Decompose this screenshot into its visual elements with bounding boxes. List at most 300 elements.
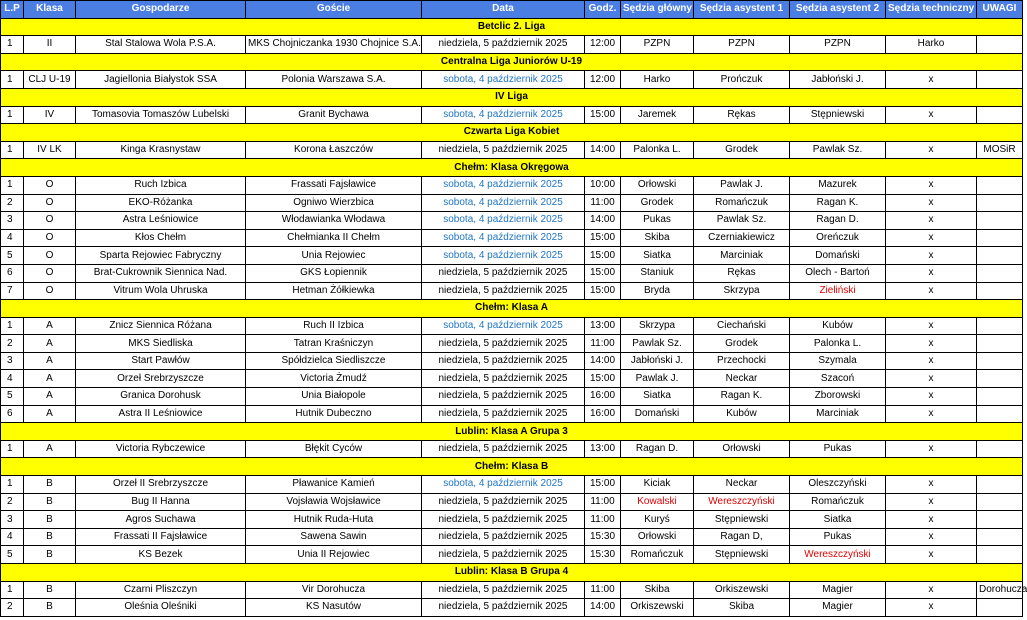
cell-goscie: Granit Bychawa — [246, 106, 422, 124]
cell-sedzia-glowny: Kuryś — [621, 511, 694, 529]
cell-sedzia-techniczny: x — [886, 264, 977, 282]
cell-sedzia-glowny: Kowalski — [621, 493, 694, 511]
cell-data: niedziela, 5 październik 2025 — [422, 388, 585, 406]
cell-sedzia-asystent-1: Kubów — [694, 405, 790, 423]
cell-sedzia-asystent-1: Wereszczyński — [694, 493, 790, 511]
cell-uwagi — [977, 229, 1023, 247]
cell-gospodarze: EKO-Różanka — [76, 194, 246, 212]
cell-uwagi — [977, 370, 1023, 388]
cell-godz: 15:00 — [585, 282, 621, 300]
table-row — [1, 229, 1023, 247]
cell-sedzia-techniczny: x — [886, 317, 977, 335]
cell-sedzia-asystent-1: Ragan D, — [694, 528, 790, 546]
section-title: Lublin: Klasa A Grupa 3 — [1, 423, 1023, 441]
cell-sedzia-techniczny: x — [886, 370, 977, 388]
cell-sedzia-asystent-2: Jabłoński J. — [790, 71, 886, 89]
cell-data: niedziela, 5 październik 2025 — [422, 581, 585, 599]
cell-godz: 14:00 — [585, 212, 621, 230]
table-row — [1, 264, 1023, 282]
cell-uwagi — [977, 476, 1023, 494]
cell-data: niedziela, 5 październik 2025 — [422, 264, 585, 282]
table-row — [1, 388, 1023, 406]
cell-data: niedziela, 5 październik 2025 — [422, 493, 585, 511]
cell-godz: 13:00 — [585, 317, 621, 335]
cell-goscie: Chełmianka II Chełm — [246, 229, 422, 247]
cell-sedzia-glowny: Skiba — [621, 229, 694, 247]
cell-sedzia-glowny: Palonka L. — [621, 141, 694, 159]
cell-goscie: Unia II Rejowiec — [246, 546, 422, 564]
cell-gospodarze: KS Bezek — [76, 546, 246, 564]
cell-data: niedziela, 5 październik 2025 — [422, 352, 585, 370]
cell-sedzia-asystent-2: Szymala — [790, 352, 886, 370]
cell-sedzia-asystent-2: Mazurek — [790, 176, 886, 194]
cell-goscie: Frassati Fajsławice — [246, 176, 422, 194]
cell-sedzia-asystent-1: Pawlak Sz. — [694, 212, 790, 230]
cell-gospodarze: Granica Dorohusk — [76, 388, 246, 406]
cell-godz: 15:00 — [585, 229, 621, 247]
cell-sedzia-techniczny: x — [886, 476, 977, 494]
cell-sedzia-glowny: Siatka — [621, 388, 694, 406]
cell-godz: 14:00 — [585, 352, 621, 370]
cell-goscie: Vir Dorohucza — [246, 581, 422, 599]
column-header-gospodarze: Gospodarze — [76, 1, 246, 19]
cell-gospodarze: Kłos Chełm — [76, 229, 246, 247]
cell-sedzia-glowny: Romańczuk — [621, 546, 694, 564]
cell-gospodarze: Astra Leśniowice — [76, 212, 246, 230]
cell-goscie: Tatran Kraśniczyn — [246, 335, 422, 353]
cell-gospodarze: Agros Suchawa — [76, 511, 246, 529]
cell-lp: 2 — [1, 599, 24, 617]
section-header-row — [1, 18, 1023, 36]
cell-gospodarze: Ruch Izbica — [76, 176, 246, 194]
cell-data: sobota, 4 październik 2025 — [422, 317, 585, 335]
column-header-klasa: Klasa — [24, 1, 76, 19]
cell-klasa: O — [24, 247, 76, 265]
cell-sedzia-asystent-1: Ragan K. — [694, 388, 790, 406]
cell-gospodarze: Start Pawłów — [76, 352, 246, 370]
table-row — [1, 405, 1023, 423]
cell-goscie: Ogniwo Wierzbica — [246, 194, 422, 212]
table-row — [1, 36, 1023, 54]
cell-uwagi — [977, 71, 1023, 89]
cell-sedzia-asystent-2: Siatka — [790, 511, 886, 529]
column-header-lp: L.P — [1, 1, 24, 19]
cell-sedzia-asystent-1: Czerniakiewicz — [694, 229, 790, 247]
cell-sedzia-techniczny: x — [886, 493, 977, 511]
cell-lp: 3 — [1, 352, 24, 370]
table-row — [1, 581, 1023, 599]
cell-data: niedziela, 5 październik 2025 — [422, 599, 585, 617]
cell-goscie: Hutnik Dubeczno — [246, 405, 422, 423]
cell-gospodarze: Orzeł II Srebrzyszcze — [76, 476, 246, 494]
table-row — [1, 440, 1023, 458]
cell-godz: 15:00 — [585, 247, 621, 265]
cell-data: niedziela, 5 październik 2025 — [422, 528, 585, 546]
cell-data: niedziela, 5 październik 2025 — [422, 141, 585, 159]
table-row — [1, 194, 1023, 212]
cell-goscie: Korona Łaszczów — [246, 141, 422, 159]
cell-godz: 12:00 — [585, 36, 621, 54]
cell-uwagi — [977, 282, 1023, 300]
section-title: Centralna Liga Juniorów U-19 — [1, 53, 1023, 71]
cell-sedzia-asystent-1: Romańczuk — [694, 194, 790, 212]
column-header-sedzia-techniczny: Sędzia techniczny — [886, 1, 977, 19]
cell-sedzia-glowny: Orkiszewski — [621, 599, 694, 617]
cell-sedzia-asystent-1: Marciniak — [694, 247, 790, 265]
cell-gospodarze: Czarni Pliszczyn — [76, 581, 246, 599]
cell-sedzia-asystent-2: PZPN — [790, 36, 886, 54]
column-header-data: Data — [422, 1, 585, 19]
cell-sedzia-asystent-2: Pukas — [790, 528, 886, 546]
cell-sedzia-asystent-2: Wereszczyński — [790, 546, 886, 564]
cell-sedzia-glowny: Harko — [621, 71, 694, 89]
cell-sedzia-asystent-2: Kubów — [790, 317, 886, 335]
cell-godz: 11:00 — [585, 511, 621, 529]
section-header-row — [1, 564, 1023, 582]
section-header-row — [1, 423, 1023, 441]
cell-gospodarze: Orzeł Srebrzyszcze — [76, 370, 246, 388]
cell-uwagi — [977, 194, 1023, 212]
cell-uwagi — [977, 335, 1023, 353]
cell-goscie: MKS Chojniczanka 1930 Chojnice S.A. — [246, 36, 422, 54]
cell-sedzia-glowny: Kiciak — [621, 476, 694, 494]
cell-gospodarze: Frassati II Fajsławice — [76, 528, 246, 546]
cell-sedzia-glowny: Pawlak Sz. — [621, 335, 694, 353]
cell-gospodarze: Brat-Cukrownik Siennica Nad. — [76, 264, 246, 282]
cell-sedzia-techniczny: x — [886, 247, 977, 265]
cell-lp: 1 — [1, 141, 24, 159]
cell-godz: 13:00 — [585, 440, 621, 458]
cell-sedzia-asystent-1: Orkiszewski — [694, 581, 790, 599]
cell-data: niedziela, 5 październik 2025 — [422, 546, 585, 564]
cell-sedzia-glowny: Pukas — [621, 212, 694, 230]
cell-sedzia-asystent-1: Neckar — [694, 476, 790, 494]
cell-sedzia-techniczny: x — [886, 141, 977, 159]
cell-gospodarze: Znicz Siennica Różana — [76, 317, 246, 335]
cell-sedzia-techniczny: Harko — [886, 36, 977, 54]
cell-data: sobota, 4 październik 2025 — [422, 247, 585, 265]
cell-sedzia-techniczny: x — [886, 71, 977, 89]
cell-uwagi — [977, 176, 1023, 194]
cell-klasa: A — [24, 405, 76, 423]
cell-sedzia-glowny: Staniuk — [621, 264, 694, 282]
cell-lp: 1 — [1, 36, 24, 54]
cell-sedzia-techniczny: x — [886, 335, 977, 353]
cell-klasa: O — [24, 229, 76, 247]
cell-sedzia-techniczny: x — [886, 106, 977, 124]
cell-klasa: A — [24, 370, 76, 388]
cell-data: niedziela, 5 październik 2025 — [422, 282, 585, 300]
cell-klasa: B — [24, 493, 76, 511]
header-row — [1, 1, 1023, 19]
cell-sedzia-techniczny: x — [886, 229, 977, 247]
cell-gospodarze: Tomasovia Tomaszów Lubelski — [76, 106, 246, 124]
cell-klasa: O — [24, 212, 76, 230]
cell-sedzia-techniczny: x — [886, 282, 977, 300]
column-header-sedzia-asystent-1: Sędzia asystent 1 — [694, 1, 790, 19]
cell-sedzia-glowny: Skrzypa — [621, 317, 694, 335]
cell-klasa: B — [24, 599, 76, 617]
cell-sedzia-glowny: Bryda — [621, 282, 694, 300]
cell-lp: 4 — [1, 528, 24, 546]
cell-uwagi — [977, 388, 1023, 406]
cell-uwagi — [977, 405, 1023, 423]
table-row — [1, 370, 1023, 388]
cell-uwagi: MOSiR — [977, 141, 1023, 159]
cell-sedzia-asystent-2: Magier — [790, 581, 886, 599]
cell-sedzia-glowny: Jaremek — [621, 106, 694, 124]
cell-godz: 15:00 — [585, 476, 621, 494]
cell-sedzia-asystent-2: Zborowski — [790, 388, 886, 406]
cell-lp: 2 — [1, 335, 24, 353]
cell-uwagi — [977, 493, 1023, 511]
cell-sedzia-techniczny: x — [886, 176, 977, 194]
cell-lp: 7 — [1, 282, 24, 300]
cell-sedzia-asystent-1: Przechocki — [694, 352, 790, 370]
cell-lp: 1 — [1, 71, 24, 89]
cell-klasa: B — [24, 546, 76, 564]
cell-lp: 3 — [1, 511, 24, 529]
cell-godz: 14:00 — [585, 599, 621, 617]
cell-sedzia-asystent-2: Marciniak — [790, 405, 886, 423]
cell-uwagi — [977, 440, 1023, 458]
cell-goscie: Unia Rejowiec — [246, 247, 422, 265]
cell-godz: 16:00 — [585, 388, 621, 406]
cell-sedzia-glowny: Pawlak J. — [621, 370, 694, 388]
cell-klasa: A — [24, 440, 76, 458]
cell-klasa: O — [24, 194, 76, 212]
cell-sedzia-glowny: Ragan D. — [621, 440, 694, 458]
table-row — [1, 352, 1023, 370]
column-header-uwagi: UWAGI — [977, 1, 1023, 19]
cell-sedzia-techniczny: x — [886, 581, 977, 599]
cell-sedzia-glowny: PZPN — [621, 36, 694, 54]
cell-goscie: Hetman Żółkiewka — [246, 282, 422, 300]
cell-uwagi — [977, 546, 1023, 564]
cell-klasa: B — [24, 476, 76, 494]
cell-goscie: Hutnik Ruda-Huta — [246, 511, 422, 529]
cell-goscie: Błękit Cyców — [246, 440, 422, 458]
table-row — [1, 599, 1023, 617]
cell-godz: 10:00 — [585, 176, 621, 194]
section-header-row — [1, 124, 1023, 142]
table-row — [1, 106, 1023, 124]
cell-klasa: II — [24, 36, 76, 54]
section-title: Chełm: Klasa B — [1, 458, 1023, 476]
cell-sedzia-glowny: Orłowski — [621, 176, 694, 194]
table-row — [1, 317, 1023, 335]
cell-klasa: CLJ U-19 — [24, 71, 76, 89]
cell-sedzia-asystent-1: Grodek — [694, 335, 790, 353]
cell-klasa: IV — [24, 106, 76, 124]
cell-klasa: O — [24, 282, 76, 300]
cell-lp: 1 — [1, 106, 24, 124]
cell-goscie: Pławanice Kamień — [246, 476, 422, 494]
cell-godz: 11:00 — [585, 581, 621, 599]
cell-data: sobota, 4 październik 2025 — [422, 176, 585, 194]
table-row — [1, 71, 1023, 89]
cell-sedzia-glowny: Skiba — [621, 581, 694, 599]
cell-uwagi — [977, 528, 1023, 546]
section-header-row — [1, 53, 1023, 71]
cell-sedzia-asystent-1: Skiba — [694, 599, 790, 617]
cell-lp: 1 — [1, 317, 24, 335]
cell-data: sobota, 4 październik 2025 — [422, 71, 585, 89]
cell-sedzia-asystent-1: PZPN — [694, 36, 790, 54]
table-row — [1, 335, 1023, 353]
table-row — [1, 546, 1023, 564]
cell-sedzia-asystent-1: Grodek — [694, 141, 790, 159]
table-body — [1, 18, 1027, 616]
cell-uwagi — [977, 247, 1023, 265]
cell-godz: 15:00 — [585, 264, 621, 282]
cell-data: niedziela, 5 październik 2025 — [422, 335, 585, 353]
cell-lp: 1 — [1, 581, 24, 599]
cell-sedzia-techniczny: x — [886, 405, 977, 423]
cell-sedzia-techniczny: x — [886, 440, 977, 458]
cell-data: sobota, 4 październik 2025 — [422, 476, 585, 494]
cell-data: niedziela, 5 październik 2025 — [422, 36, 585, 54]
cell-gospodarze: Kinga Krasnystaw — [76, 141, 246, 159]
cell-data: sobota, 4 październik 2025 — [422, 106, 585, 124]
cell-data: niedziela, 5 październik 2025 — [422, 511, 585, 529]
cell-sedzia-asystent-2: Oleszczyński — [790, 476, 886, 494]
cell-sedzia-techniczny: x — [886, 511, 977, 529]
section-title: Chełm: Klasa Okręgowa — [1, 159, 1023, 177]
cell-lp: 5 — [1, 546, 24, 564]
cell-godz: 15:30 — [585, 528, 621, 546]
cell-data: niedziela, 5 październik 2025 — [422, 440, 585, 458]
cell-sedzia-glowny: Orłowski — [621, 528, 694, 546]
table-row — [1, 511, 1023, 529]
table-row — [1, 247, 1023, 265]
cell-lp: 6 — [1, 405, 24, 423]
cell-data: sobota, 4 październik 2025 — [422, 212, 585, 230]
cell-lp: 4 — [1, 229, 24, 247]
cell-sedzia-glowny: Siatka — [621, 247, 694, 265]
cell-gospodarze: Victoria Rybczewice — [76, 440, 246, 458]
cell-sedzia-asystent-2: Zieliński — [790, 282, 886, 300]
cell-gospodarze: Stal Stalowa Wola P.S.A. — [76, 36, 246, 54]
cell-klasa: B — [24, 511, 76, 529]
column-header-sedzia-glowny: Sędzia główny — [621, 1, 694, 19]
cell-sedzia-asystent-1: Pawlak J. — [694, 176, 790, 194]
cell-klasa: IV LK — [24, 141, 76, 159]
table-row — [1, 212, 1023, 230]
cell-lp: 1 — [1, 440, 24, 458]
cell-klasa: A — [24, 388, 76, 406]
cell-sedzia-techniczny: x — [886, 388, 977, 406]
cell-data: niedziela, 5 październik 2025 — [422, 370, 585, 388]
cell-godz: 11:00 — [585, 194, 621, 212]
cell-lp: 4 — [1, 370, 24, 388]
cell-sedzia-asystent-2: Pawlak Sz. — [790, 141, 886, 159]
cell-uwagi — [977, 264, 1023, 282]
section-header-row — [1, 88, 1023, 106]
cell-uwagi — [977, 106, 1023, 124]
cell-sedzia-techniczny: x — [886, 194, 977, 212]
cell-sedzia-asystent-2: Magier — [790, 599, 886, 617]
cell-godz: 15:00 — [585, 106, 621, 124]
cell-godz: 14:00 — [585, 141, 621, 159]
cell-goscie: GKS Łopiennik — [246, 264, 422, 282]
cell-data: sobota, 4 październik 2025 — [422, 229, 585, 247]
cell-sedzia-asystent-1: Skrzypa — [694, 282, 790, 300]
section-title: Chełm: Klasa A — [1, 300, 1023, 318]
table-row — [1, 176, 1023, 194]
cell-lp: 5 — [1, 247, 24, 265]
cell-goscie: Spółdzielca Siedliszcze — [246, 352, 422, 370]
cell-sedzia-techniczny: x — [886, 212, 977, 230]
column-header-godz: Godz. — [585, 1, 621, 19]
cell-sedzia-asystent-2: Palonka L. — [790, 335, 886, 353]
cell-sedzia-asystent-1: Stępniewski — [694, 546, 790, 564]
cell-klasa: B — [24, 581, 76, 599]
section-title: IV Liga — [1, 88, 1023, 106]
table-row — [1, 282, 1023, 300]
cell-goscie: Włodawianka Włodawa — [246, 212, 422, 230]
cell-godz: 16:00 — [585, 405, 621, 423]
cell-sedzia-asystent-2: Romańczuk — [790, 493, 886, 511]
cell-gospodarze: Astra II Leśniowice — [76, 405, 246, 423]
cell-gospodarze: Bug II Hanna — [76, 493, 246, 511]
cell-sedzia-glowny: Jabłoński J. — [621, 352, 694, 370]
cell-klasa: O — [24, 264, 76, 282]
column-header-goscie: Goście — [246, 1, 422, 19]
cell-gospodarze: Vitrum Wola Uhruska — [76, 282, 246, 300]
cell-sedzia-asystent-2: Pukas — [790, 440, 886, 458]
cell-uwagi — [977, 36, 1023, 54]
cell-godz: 11:00 — [585, 493, 621, 511]
cell-klasa: A — [24, 352, 76, 370]
cell-sedzia-techniczny: x — [886, 599, 977, 617]
cell-sedzia-techniczny: x — [886, 528, 977, 546]
cell-sedzia-asystent-2: Szacoń — [790, 370, 886, 388]
section-header-row — [1, 300, 1023, 318]
cell-lp: 6 — [1, 264, 24, 282]
cell-sedzia-techniczny: x — [886, 546, 977, 564]
cell-godz: 11:00 — [585, 335, 621, 353]
cell-godz: 15:30 — [585, 546, 621, 564]
cell-sedzia-glowny: Grodek — [621, 194, 694, 212]
cell-sedzia-techniczny: x — [886, 352, 977, 370]
cell-sedzia-asystent-1: Orłowski — [694, 440, 790, 458]
cell-gospodarze: Jagiellonia Białystok SSA — [76, 71, 246, 89]
cell-uwagi: Dorohucza — [977, 581, 1023, 599]
cell-gospodarze: Oleśnia Oleśniki — [76, 599, 246, 617]
cell-sedzia-asystent-2: Ragan K. — [790, 194, 886, 212]
cell-goscie: Sawena Sawin — [246, 528, 422, 546]
section-header-row — [1, 159, 1023, 177]
cell-lp: 2 — [1, 194, 24, 212]
cell-sedzia-glowny: Domański — [621, 405, 694, 423]
cell-uwagi — [977, 511, 1023, 529]
cell-lp: 5 — [1, 388, 24, 406]
cell-goscie: Unia Białopole — [246, 388, 422, 406]
cell-goscie: Victoria Żmudź — [246, 370, 422, 388]
cell-goscie: KS Nasutów — [246, 599, 422, 617]
cell-uwagi — [977, 352, 1023, 370]
cell-lp: 2 — [1, 493, 24, 511]
cell-goscie: Polonia Warszawa S.A. — [246, 71, 422, 89]
cell-uwagi — [977, 599, 1023, 617]
cell-gospodarze: Sparta Rejowiec Fabryczny — [76, 247, 246, 265]
cell-sedzia-asystent-1: Rękas — [694, 264, 790, 282]
cell-lp: 1 — [1, 476, 24, 494]
section-header-row — [1, 458, 1023, 476]
cell-godz: 15:00 — [585, 370, 621, 388]
cell-lp: 3 — [1, 212, 24, 230]
